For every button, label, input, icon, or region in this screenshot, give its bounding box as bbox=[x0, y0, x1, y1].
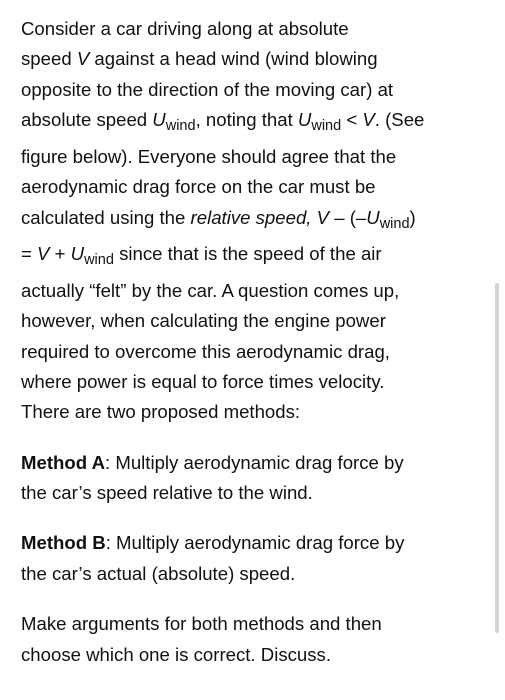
text-run: the car’s speed relative to the wind. bbox=[21, 482, 313, 504]
paragraph-gap bbox=[21, 508, 483, 528]
method-b-label: Method B bbox=[21, 532, 106, 554]
text-line bbox=[21, 367, 483, 397]
text-run: : Multiply aerodynamic drag force by bbox=[105, 532, 405, 554]
text-run: figure below). Everyone should agree that the bbox=[21, 145, 397, 167]
text-run: , noting that bbox=[195, 109, 298, 131]
text-line bbox=[21, 203, 483, 240]
text-run: = bbox=[21, 243, 38, 265]
text-line bbox=[21, 397, 483, 427]
text-line bbox=[21, 44, 483, 74]
text-run: since that is the speed of the air bbox=[113, 243, 382, 265]
text-line bbox=[21, 609, 483, 639]
relative-speed-term: relative speed, V bbox=[190, 206, 330, 228]
problem-statement bbox=[21, 14, 483, 428]
text-run: actually “felt” by the car. A question comes up, bbox=[21, 279, 400, 301]
subscript-wind: wind bbox=[165, 118, 196, 135]
text-line bbox=[21, 105, 483, 142]
text-run: against a head wind (wind blowing bbox=[89, 48, 378, 70]
text-run: Consider a car driving along at absolute bbox=[21, 18, 349, 39]
method-a bbox=[21, 448, 483, 509]
method-a-label: Method A bbox=[21, 451, 105, 473]
text-line bbox=[21, 337, 483, 367]
text-run: : Multiply aerodynamic drag force by bbox=[105, 451, 404, 473]
text-line bbox=[21, 172, 483, 202]
text-line bbox=[21, 478, 483, 508]
text-run: aerodynamic drag force on the car must be bbox=[21, 176, 376, 198]
text-line bbox=[21, 306, 483, 336]
text-line bbox=[21, 528, 483, 558]
closing-instructions bbox=[21, 609, 483, 670]
text-line bbox=[21, 276, 483, 306]
method-b bbox=[21, 528, 483, 589]
variable-v: V bbox=[76, 48, 90, 70]
variable-v: V bbox=[362, 109, 375, 131]
text-run: absolute speed bbox=[21, 109, 153, 131]
text-line bbox=[21, 239, 483, 276]
text-line bbox=[21, 142, 483, 172]
text-run: < bbox=[341, 109, 363, 131]
subscript-wind: wind bbox=[84, 252, 114, 269]
text-run: where power is equal to force times velocity. bbox=[21, 370, 385, 392]
subscript-wind: wind bbox=[311, 118, 342, 135]
text-run: + bbox=[49, 243, 71, 265]
paragraph-gap bbox=[21, 589, 483, 609]
text-run: speed bbox=[21, 48, 77, 70]
text-run: . (See bbox=[374, 109, 425, 131]
text-run: choose which one is correct. Discuss. bbox=[21, 643, 332, 665]
variable-u: U bbox=[366, 206, 380, 228]
text-line bbox=[21, 559, 483, 589]
problem-text bbox=[21, 14, 483, 670]
text-run: opposite to the direction of the moving car) at bbox=[21, 78, 394, 100]
text-line bbox=[21, 14, 483, 44]
text-run: ) bbox=[409, 206, 416, 228]
text-run: – (– bbox=[329, 206, 367, 228]
variable-v: V bbox=[37, 243, 50, 265]
text-run: however, when calculating the engine power bbox=[21, 310, 386, 332]
text-run: calculated using the bbox=[21, 206, 191, 228]
paragraph-gap bbox=[21, 428, 483, 448]
text-line bbox=[21, 640, 483, 670]
variable-u: U bbox=[152, 109, 166, 131]
vertical-scrollbar[interactable] bbox=[495, 283, 499, 633]
text-run: Make arguments for both methods and then bbox=[21, 613, 382, 635]
variable-u: U bbox=[297, 109, 312, 131]
text-run: the car’s actual (absolute) speed. bbox=[21, 562, 296, 584]
text-run: There are two proposed methods: bbox=[21, 401, 301, 423]
text-line bbox=[21, 448, 483, 478]
text-line bbox=[21, 75, 483, 105]
subscript-wind: wind bbox=[379, 215, 410, 232]
text-run: required to overcome this aerodynamic drag, bbox=[21, 340, 390, 362]
variable-u: U bbox=[70, 243, 85, 265]
